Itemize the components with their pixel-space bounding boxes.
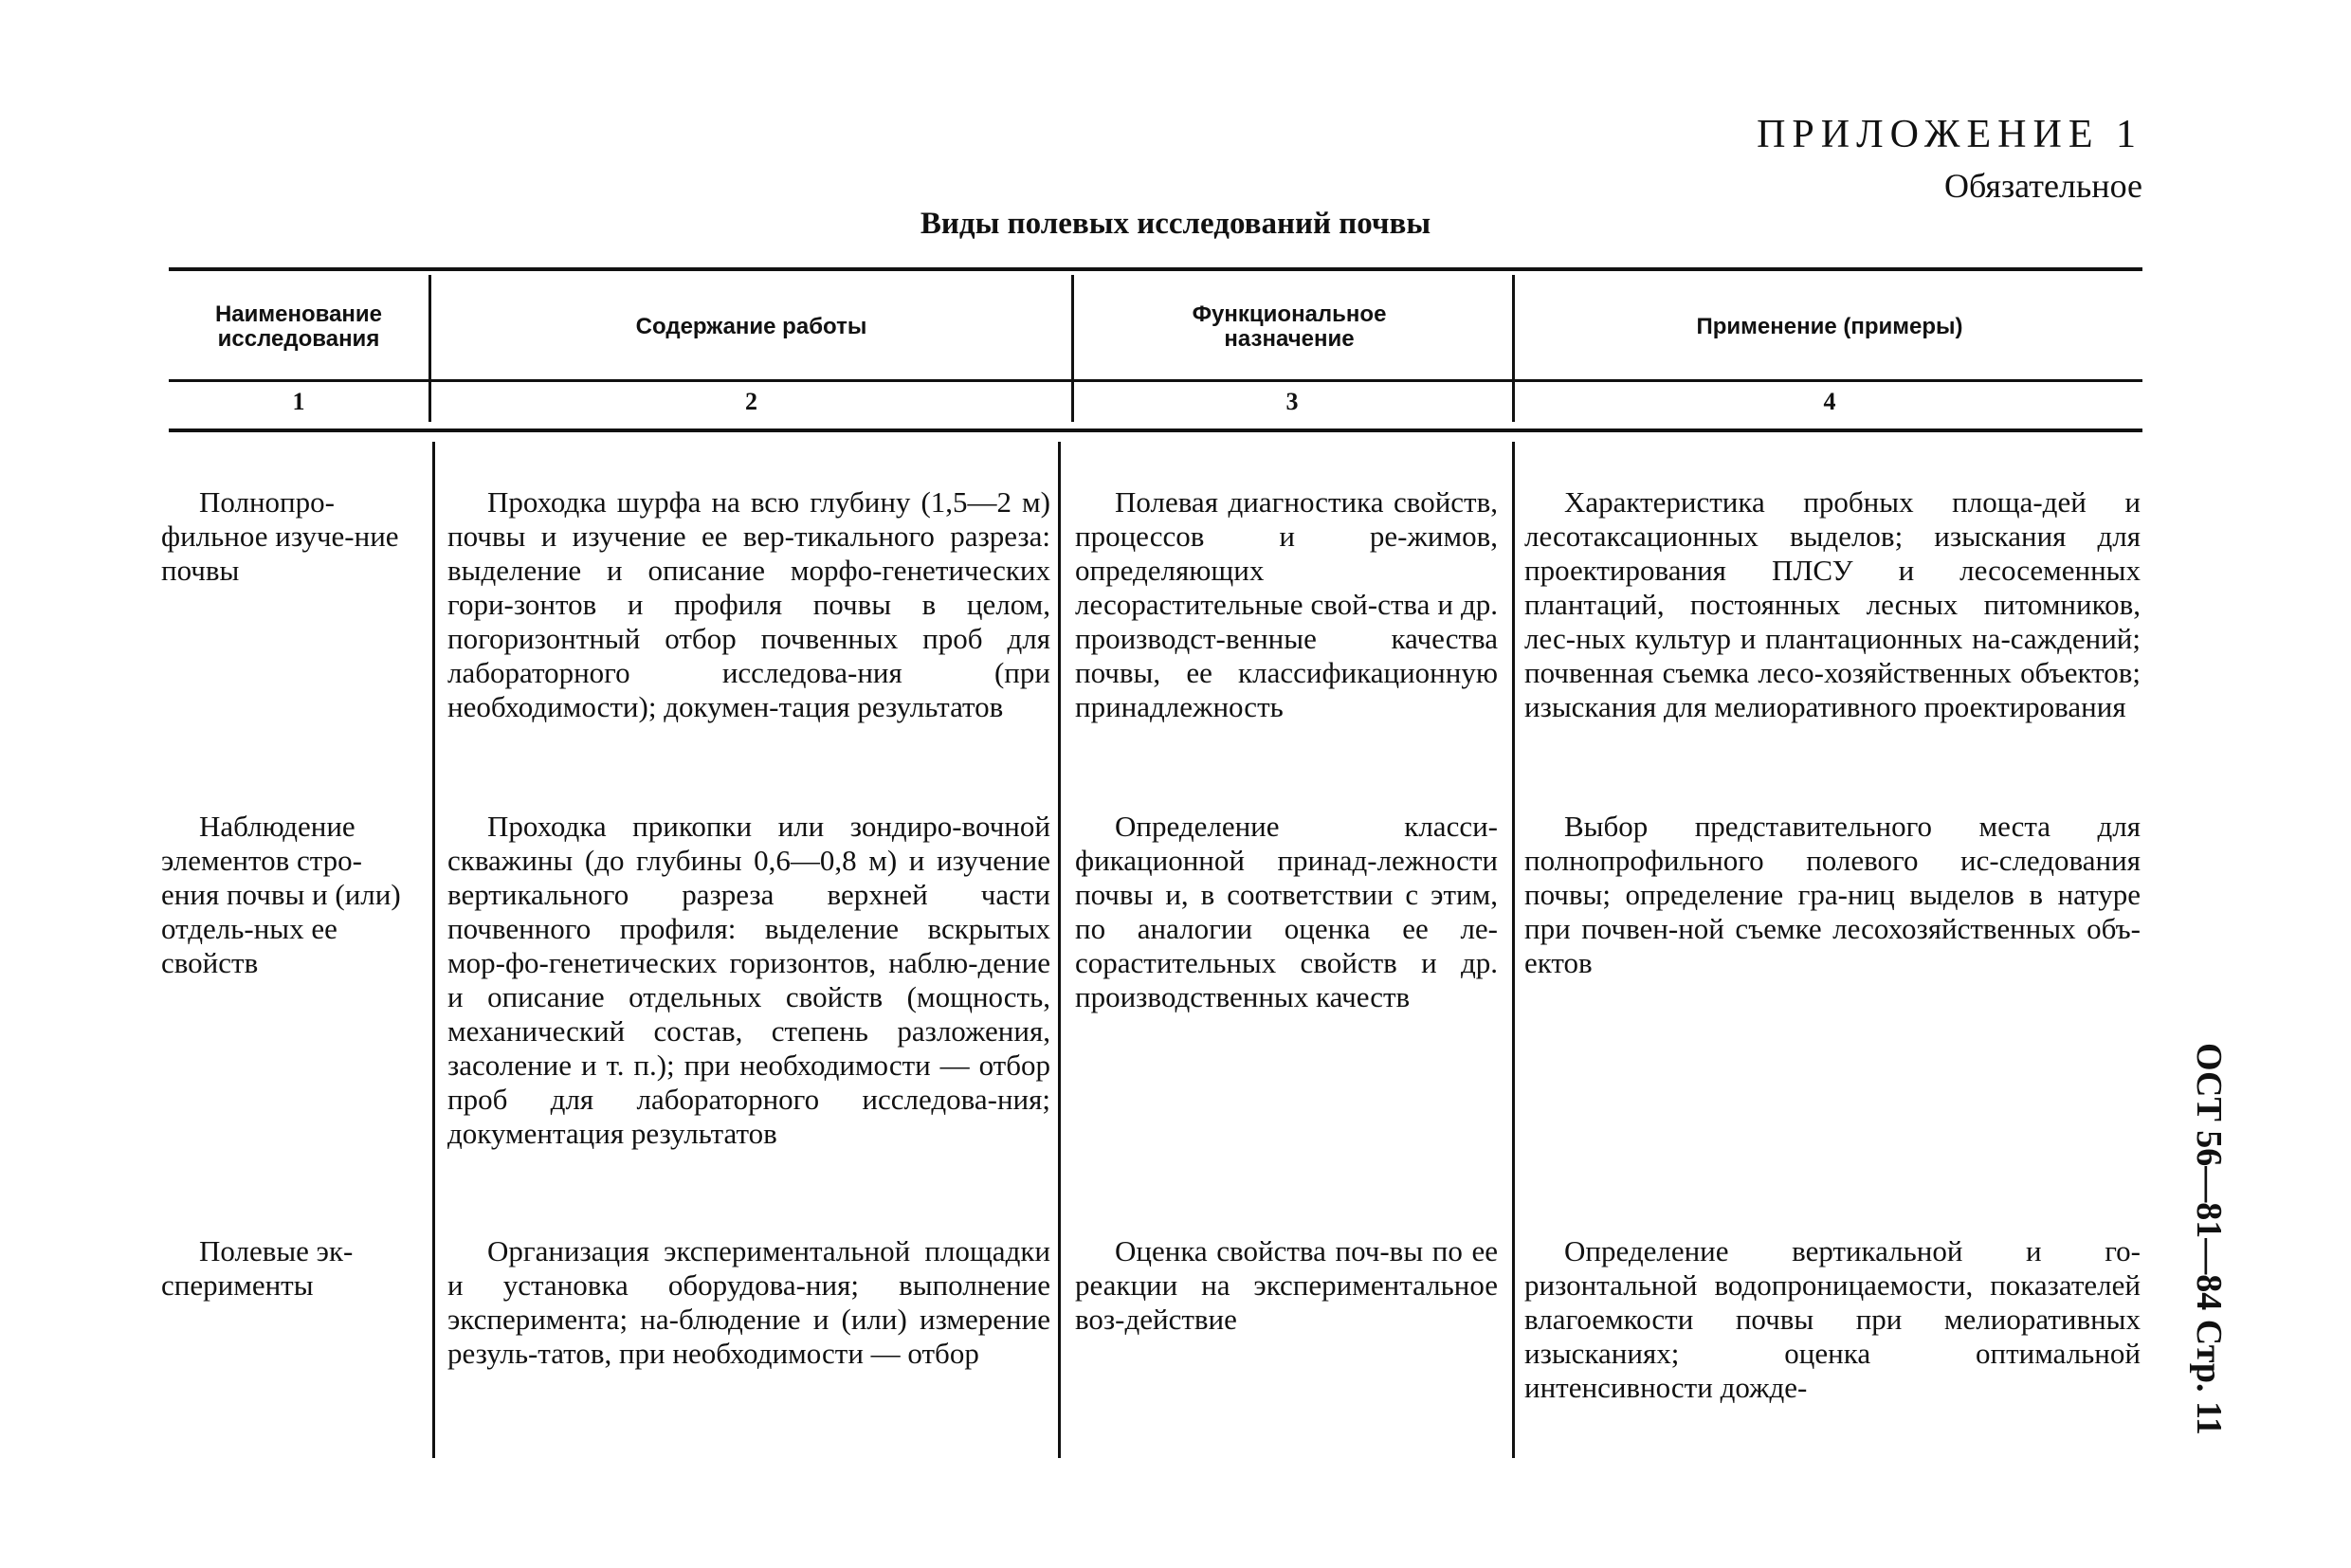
table-row-content: Организация экспериментальной площадки и установка оборудова-ния; выполнение эксперимента; на-блюдение и (или) измерение резуль-татов, при необходимости — отбор [447, 1234, 1050, 1370]
table-top-rule [169, 267, 2142, 271]
column-number: 4 [1823, 388, 1836, 415]
page-side-label: ОСТ 56—81—84 Стр. 11 [2189, 1043, 2229, 1435]
appendix-status: Обязательное [1943, 167, 2142, 205]
column-divider [428, 275, 431, 422]
table-row-application: Определение вертикальной и го-ризонтальной водопроницаемости, показателей влагоемкости почвы при мелиоративных изысканиях; оценка оптимальной интенсивности дожде- [1524, 1234, 2141, 1404]
table-row-name: Полевые эк-сперименты [161, 1234, 354, 1302]
column-divider [1058, 442, 1061, 1458]
table-row-content: Проходка шурфа на всю глубину (1,5—2 м) почвы и изучение ее вер-тикального разреза: выделение и описание морфо-генетических гори-зонтов и профиля почвы в целом, погоризонтный отбор почвенных проб для лабораторного исследова-ния (при необходимости); докумен-тация результатов [447, 485, 1050, 723]
column-number: 1 [292, 388, 305, 415]
column-number: 3 [1285, 388, 1299, 415]
column-divider [1512, 275, 1515, 422]
header-cell: Применение (примеры) [1696, 314, 1963, 339]
header-cell: Функциональное назначение [1192, 301, 1387, 352]
header-cell: Наименование исследования [214, 301, 383, 352]
table-row-application: Выбор представительного места для полнопрофильного полевого ис-следования почвы; определение гра-ниц выделов в натуре при почвен-ной съемке лесохозяйственных объ-ектов [1524, 810, 2141, 979]
table-row-name: Полнопро-фильное изуче-ние почвы [161, 485, 399, 587]
table-row-content: Проходка прикопки или зондиро-вочной скважины (до глубины 0,6—0,8 м) и изучение вертикального разреза верхней части почвенного профиля: выделение вскрытых мор-фо-генетических горизонтов, наблю-дение и описание отдельных свойств (мощность, механический состав, степень разложения, засоление и т. п.); при необходимости — отбор проб для лабораторного исследова-ния; документация результатов [447, 810, 1050, 1150]
table-row-purpose: Полевая диагностика свойств, процессов и ре-жимов, определяющих лесорастительные свой-ства и др. производст-венные качества почвы, ее классификационную принадлежность [1075, 485, 1498, 723]
appendix-title: ПРИЛОЖЕНИЕ 1 [1757, 113, 2142, 156]
table-row-purpose: Определение класси-фикационной принад-лежности почвы и, в соответствии с этим, по аналогии оценка ее ле-сорастительных свойств и др. производственных качеств [1075, 810, 1498, 1013]
column-divider [1512, 442, 1515, 1458]
table-row-purpose: Оценка свойства поч-вы по ее реакции на экспериментальное воз-действие [1075, 1234, 1498, 1336]
table-row-application: Характеристика пробных площа-дей и лесотаксационных выделов; изыскания для проектирования ПЛСУ и лесосеменных плантаций, постоянных лесных питомников, лес-ных культур и плантационных на-саждений; почвенная съемка лесо-хозяйственных объектов; изыскания для мелиоративного проектирования [1524, 485, 2141, 723]
header-rule [169, 379, 2142, 382]
column-divider [432, 442, 435, 1458]
column-number: 2 [745, 388, 757, 415]
document-title: Виды полевых исследований почвы [920, 207, 1431, 241]
table-row-name: Наблюдение элементов стро-ения почвы и (или) отдель-ных ее свойств [161, 810, 401, 979]
number-row-rule [169, 428, 2142, 432]
header-cell: Содержание работы [635, 314, 867, 339]
